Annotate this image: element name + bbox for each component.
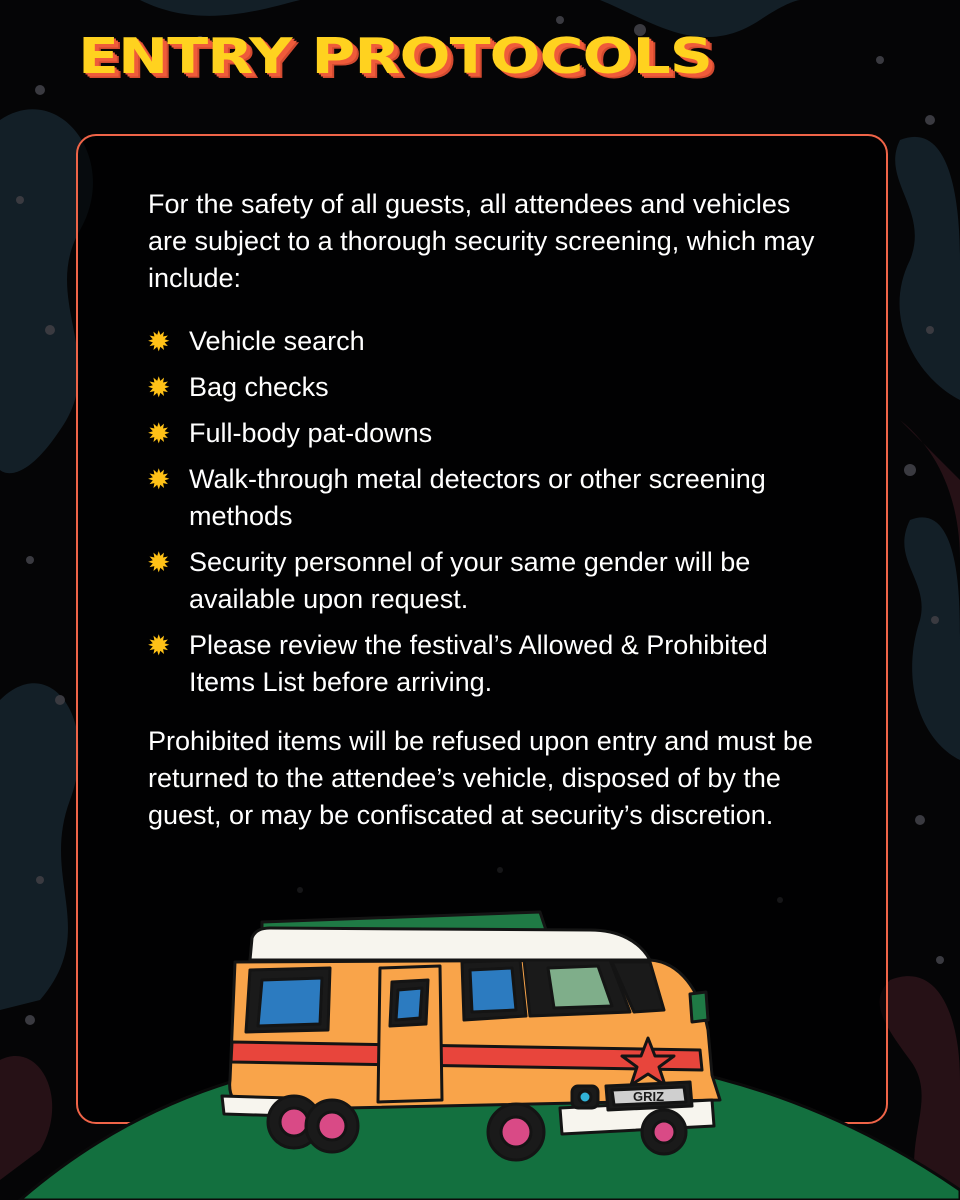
- screening-list: [148, 323, 828, 701]
- list-item-text: Walk-through metal detectors or other screening methods: [189, 464, 766, 531]
- content: [148, 186, 828, 834]
- list-item: [148, 415, 828, 452]
- list-item-text: Security personnel of your same gender will be available upon request.: [189, 547, 751, 614]
- star-burst-icon: ✹: [147, 418, 171, 449]
- closing-text: Prohibited items will be refused upon entry and must be returned to the attendee’s vehicle, disposed of by the guest, or may be confiscated at security’s discretion.: [148, 726, 813, 830]
- star-burst-icon: ✹: [147, 464, 171, 495]
- page-title: ENTRY PROTOCOLS: [78, 28, 712, 86]
- list-item-text: Vehicle search: [189, 326, 365, 356]
- list-item-text: Full-body pat-downs: [189, 418, 433, 448]
- list-item: [148, 544, 828, 618]
- rv-plate-text: GRIZ: [633, 1089, 665, 1104]
- intro-text: For the safety of all guests, all attendees and vehicles are subject to a thorough security screening, which may include:: [148, 189, 815, 293]
- rv-illustration: [0, 900, 960, 1200]
- star-burst-icon: ✹: [147, 547, 171, 578]
- star-burst-icon: ✹: [147, 630, 171, 661]
- list-item: [148, 627, 828, 701]
- star-burst-icon: ✹: [147, 372, 171, 403]
- list-item-text: Please review the festival’s Allowed & Prohibited Items List before arriving.: [189, 630, 768, 697]
- list-item: [148, 369, 828, 406]
- list-item: [148, 461, 828, 535]
- list-item-text: Bag checks: [189, 372, 329, 402]
- list-item: [148, 323, 828, 360]
- star-burst-icon: ✹: [147, 326, 171, 357]
